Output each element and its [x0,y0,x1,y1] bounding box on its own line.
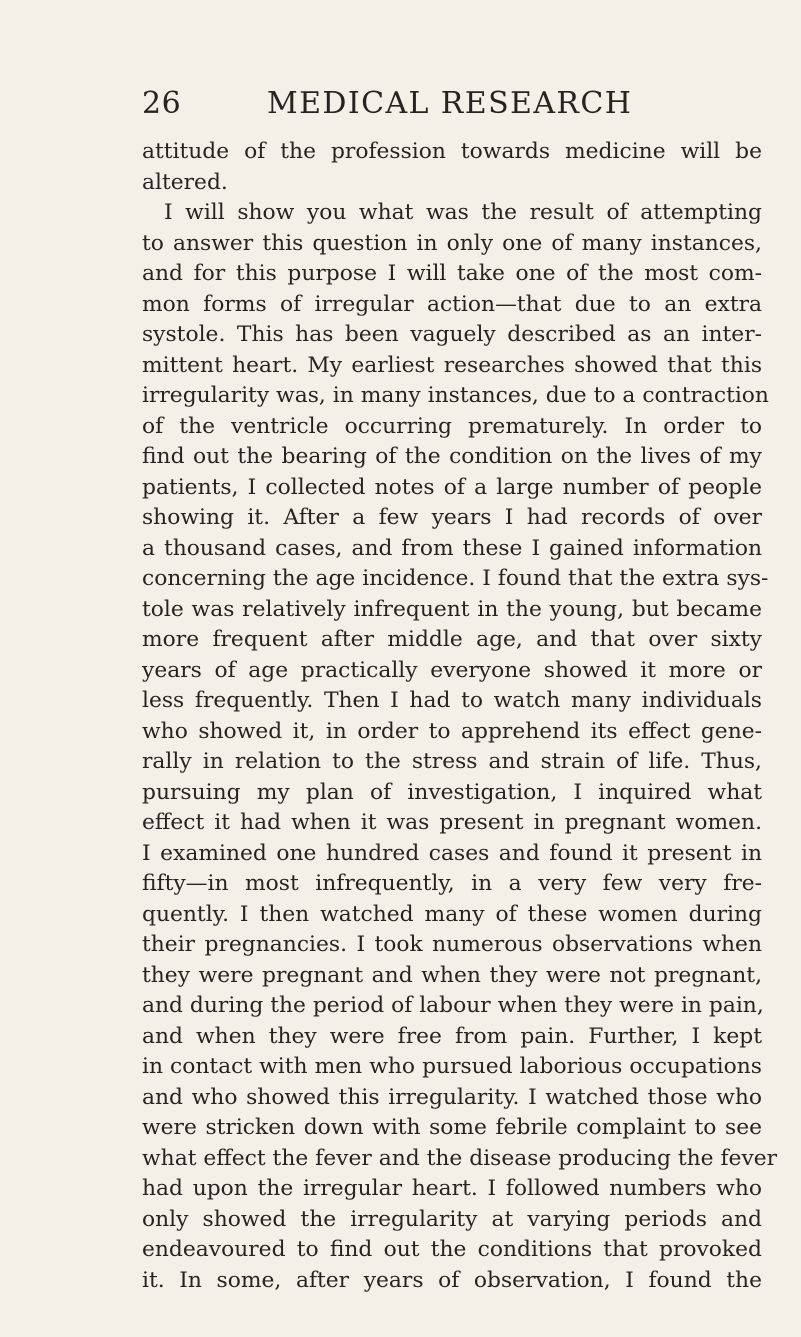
text-line: showing it. After a few years I had records of over [142,505,762,530]
text-line: more frequent after middle age, and that over sixty [142,627,762,652]
text-line: a thousand cases, and from these I gained information [142,535,762,561]
text-line: systole. This has been vaguely described as an inter- [142,322,762,347]
text-line: they were pregnant and when they were not pregnant, [142,962,762,988]
page-number: 26 [142,86,182,121]
text-line: and who showed this irregularity. I watched those who [142,1084,762,1110]
text-line: to answer this question in only one of many instances, [142,230,762,256]
text-line: I will show you what was the result of attempting [164,200,762,225]
text-line: and when they were free from pain. Further, I kept [142,1023,762,1049]
text-line: rally in relation to the stress and strain of life. Thus, [142,749,762,774]
running-title: MEDICAL RESEARCH [267,86,633,121]
text-line: of the ventricle occurring prematurely. In order to [142,413,762,439]
text-line: in contact with men who pursued laborious occupations [142,1054,762,1079]
text-line: it. In some, after years of observation, I found the [142,1267,762,1293]
text-line: were stricken down with some febrile complaint to see [142,1115,762,1140]
text-line: who showed it, in order to apprehend its effect gene- [142,718,762,744]
text-line: quently. I then watched many of these women during [142,901,762,927]
text-line: attitude of the profession towards medicine will be [142,139,762,164]
text-line: irregularity was, in many instances, due to a contraction [142,383,769,408]
text-line: their pregnancies. I took numerous observations when [142,932,762,957]
text-line: and during the period of labour when they were in pain, [142,993,764,1018]
text-line: I examined one hundred cases and found it present in [142,840,762,866]
text-line: only showed the irregularity at varying periods and [142,1206,762,1232]
text-line: mon forms of irregular action—that due to an extra [142,291,762,317]
text-line: tole was relatively infrequent in the young, but became [142,596,762,622]
text-line: endeavoured to find out the conditions that provoked [142,1237,762,1262]
text-line: find out the bearing of the condition on the lives of my [142,444,762,469]
text-line: patients, I collected notes of a large number of people [142,474,762,500]
body-text [142,137,778,1296]
text-line: concerning the age incidence. I found that the extra sys- [142,566,769,591]
text-line: mittent heart. My earliest researches showed that this [142,352,762,378]
running-head [142,84,762,130]
text-line: years of age practically everyone showed it more or [142,657,762,683]
text-line: less frequently. Then I had to watch many individuals [142,688,762,713]
text-line: and for this purpose I will take one of the most com- [142,261,762,286]
text-line: effect it had when it was present in pregnant women. [142,810,762,835]
text-line: had upon the irregular heart. I followed numbers who [142,1176,762,1201]
text-line: altered. [142,169,228,195]
text-line: fifty—in most infrequently, in a very few very fre- [142,871,762,896]
text-line: pursuing my plan of investigation, I inquired what [142,779,762,805]
text-line: what effect the fever and the disease producing the fever [142,1145,778,1171]
